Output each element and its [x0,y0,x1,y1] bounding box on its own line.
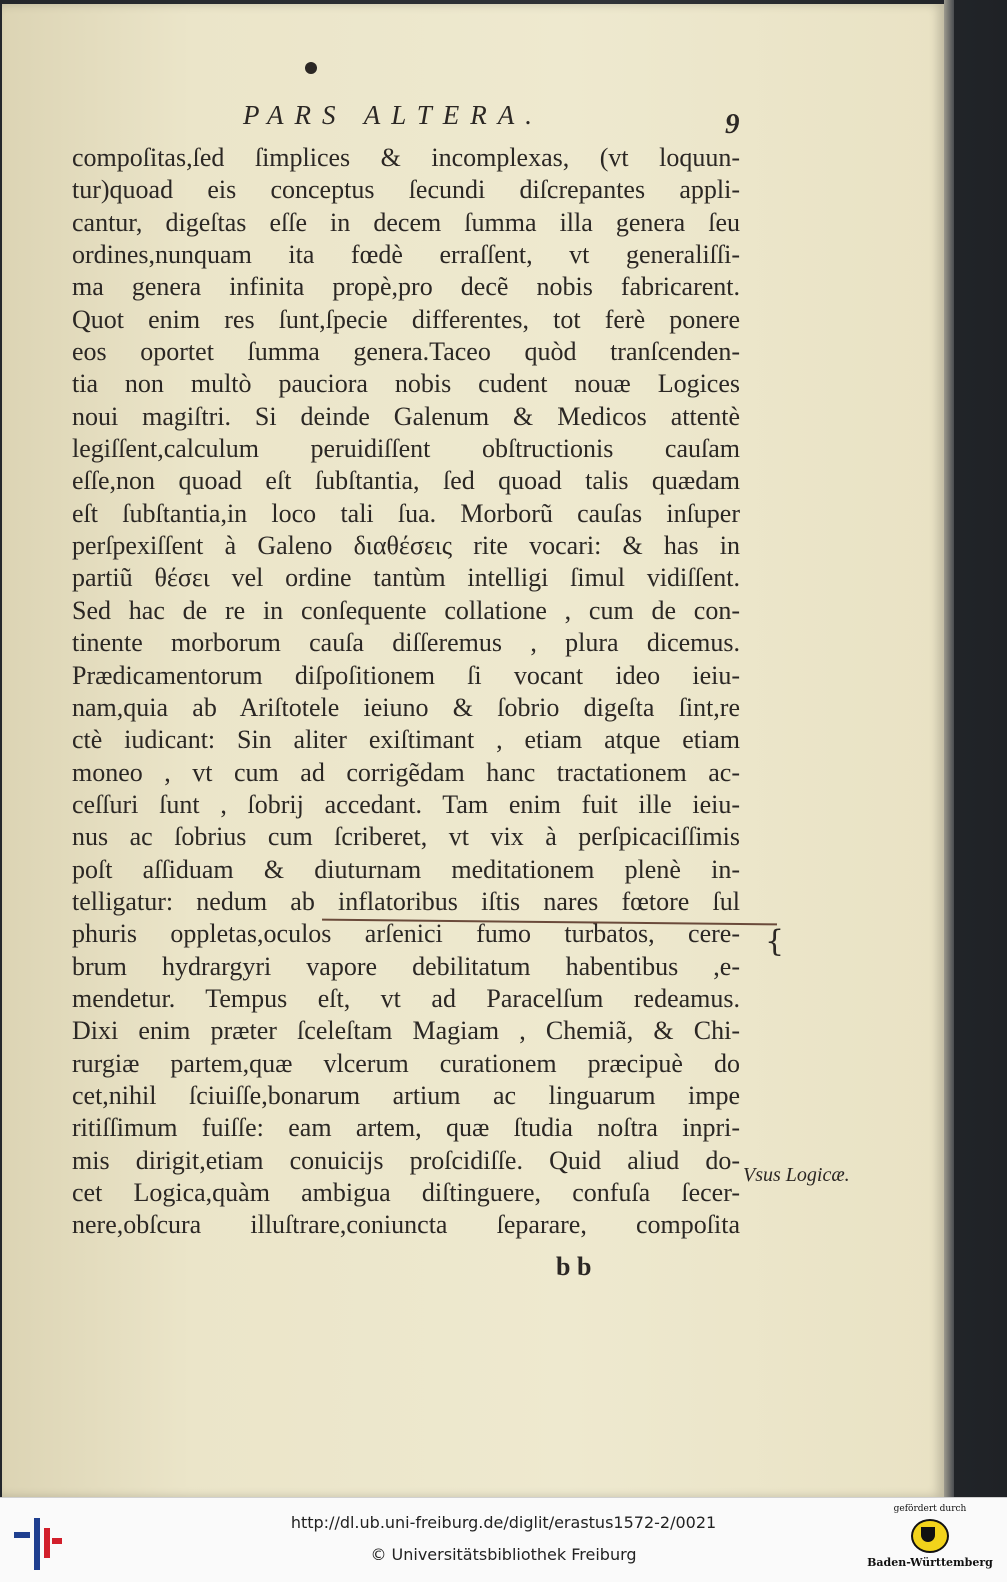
text-line: cet,nihil ſciuiſſe,bonarum artium ac linguarum impe [72,1080,740,1110]
text-line: cet Logica,quàm ambigua diſtinguere, confuſa ſecer- [72,1178,740,1207]
text-line: phuris oppletas,oculos arſenici fumo turbatos, cere- [72,919,740,949]
text-line: tinente morborum cauſa diſſeremus , plura dicemus. [72,628,740,658]
text-line: perſpexiſſent à Galeno διαθέσεις rite vocari: & has in [72,531,740,561]
text-line: mis dirigit,etiam conuicijs proſcidiſſe. Quid aliud do- [72,1145,740,1175]
text-line: ma genera infinita propè,pro decẽ nobis fabricarent. [72,272,740,302]
copyright-notice: © Universitätsbibliothek Freiburg [370,1545,637,1564]
permalink-url[interactable]: http://dl.ub.uni-freiburg.de/diglit/erastus1572-2/0021 [290,1513,717,1532]
margin-note: Vsus Logicæ. [743,1164,850,1186]
text-line: brum hydrargyri vapore debilitatum habentibus ,e- [72,951,740,981]
sponsor-name: Baden-Württemberg [867,1556,993,1569]
text-line: Quot enim res ſunt,ſpecie differentes, tot ferè ponere [72,304,740,334]
state-crest-icon [911,1519,949,1553]
text-line: telligatur: nedum ab inflatoribus iſtis nares fœtore ſul [72,886,740,916]
page-number: 9 [725,108,740,140]
text-line: noui magiſtri. Si deinde Galenum & Medicos attentè [72,401,740,431]
text-line: poſt aſſiduam & diuturnam meditationem plenè in- [72,854,740,884]
text-line: ritiſſimum fuiſſe: eam artem, quæ ſtudia noſtra inpri- [72,1113,740,1143]
page-edge [944,0,954,1497]
sponsor-label: gefördert durch [893,1504,967,1514]
text-line: rurgiæ partem,quæ vlcerum curationem præcipuè do [72,1048,740,1078]
viewer-footer [0,1497,1007,1582]
body-text [72,142,752,1242]
text-line: Dixi enim præter ſceleſtam Magiam , Chemiã, & Chi- [72,1016,740,1046]
text-line: cantur, digeſtas eſſe in decem ſumma illa genera ſeu [72,207,740,237]
running-head: PARS ALTERA. [243,100,543,130]
text-line: Prædicamentorum diſpoſitionem ſi vocant ideo ieiu- [72,660,740,690]
text-line: nus ac ſobrius cum ſcriberet, vt vix à perſpicaciſſimis [72,822,740,852]
text-line: moneo , vt cum ad corrigẽdam hanc tractationem ac- [72,757,740,787]
text-line: Sed hac de re in conſequente collatione , cum de con- [72,595,740,625]
text-line: compoſitas,ſed ſimplices & incomplexas, (vt loquun- [72,143,740,172]
text-line: tia non multò pauciora nobis cudent nouæ Logices [72,369,740,399]
text-line: mendetur. Tempus eſt, vt ad Paracelſum redeamus. [72,983,740,1013]
text-line: nere,obſcura illuſtrare,coniuncta ſeparare, compoſita [72,1210,740,1240]
text-line: ctè iudicant: Sin aliter exiſtimant , etiam atque etiam [72,725,740,755]
text-line: eos oportet ſumma genera.Taceo quòd tranſcenden- [72,337,740,367]
text-line: nam,quia ab Ariſtotele ieiuno & ſobrio digeſta ſint,re [72,692,740,722]
ornament-dot [305,62,317,74]
text-line: partiũ θέσει vel ordine tantùm intelligi ſimul vidiſſent. [72,563,740,593]
text-line: ceſſuri ſunt , ſobrij accedant. Tam enim fuit ille ieiu- [72,789,740,819]
text-line: eſt ſubſtantia,in loco tali ſua. Morborũ cauſas inſuper [72,498,740,528]
text-line: legiſſent,calculum peruidiſſent obſtructionis cauſam [72,434,740,464]
text-line: eſſe,non quoad eſt ſubſtantia, ſed quoad talis quædam [72,466,740,496]
sponsor-badge [866,1502,994,1578]
text-line: ordines,nunquam ita fœdè erraſſent, vt generaliſſi- [72,240,740,270]
text-line: tur)quoad eis conceptus ſecundi diſcrepantes appli- [72,175,740,205]
margin-bracket: { [765,924,785,959]
signature-mark: b b [556,1252,592,1281]
